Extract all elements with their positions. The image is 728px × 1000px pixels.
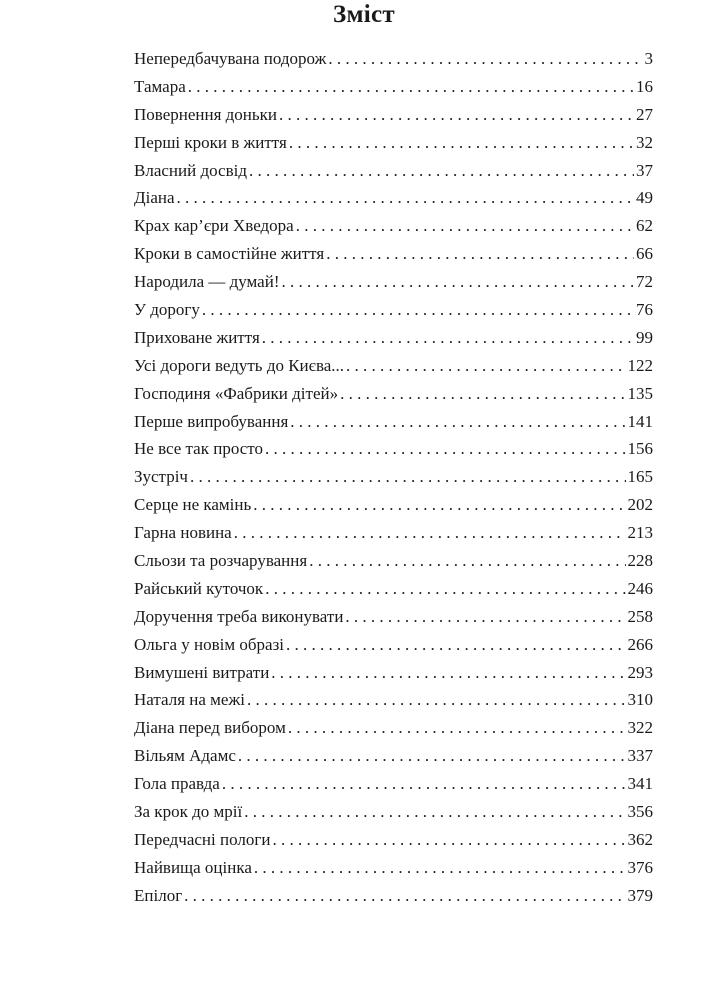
toc-entry (134, 184, 653, 212)
toc-entry-title: За крок до мрії (134, 802, 243, 822)
toc-dot-leader (272, 826, 625, 854)
toc-entry-title: Серце не камінь (134, 495, 252, 515)
toc-dot-leader (238, 742, 626, 770)
toc-entry (134, 826, 653, 854)
toc-dot-leader (290, 408, 625, 436)
toc-entry (134, 268, 653, 296)
toc-dot-leader (202, 296, 634, 324)
toc-dot-leader (309, 547, 625, 575)
toc-entry (134, 129, 653, 157)
toc-dot-leader (265, 575, 625, 603)
toc-entry-title: Доручення треба виконувати (134, 606, 344, 626)
toc-dot-leader (188, 73, 634, 101)
toc-dot-leader (262, 324, 634, 352)
toc-entry-title: Наталя на межі (134, 690, 245, 710)
toc-entry-title: Ольга у новім образі (134, 634, 285, 654)
toc-dot-leader (247, 686, 626, 714)
toc-dot-leader (286, 631, 625, 659)
toc-dot-leader (222, 770, 626, 798)
toc-entry-page-number: 228 (627, 551, 653, 571)
toc-entry-title: Сльози та розчарування (134, 551, 308, 571)
toc-dot-leader (281, 268, 634, 296)
toc-entry-title: У дорогу (134, 300, 200, 320)
toc-entry (134, 686, 653, 714)
toc-dot-leader (254, 854, 626, 882)
toc-entry-page-number: 266 (627, 634, 653, 654)
toc-dot-leader (177, 184, 634, 212)
toc-dot-leader (288, 714, 626, 742)
toc-entry-title: Кроки в самостійне життя (134, 244, 325, 264)
toc-dot-leader (253, 491, 625, 519)
toc-entry (134, 157, 653, 185)
toc-entry-title: Не все так просто (134, 439, 264, 459)
toc-entry-page-number: 141 (627, 411, 653, 431)
toc-entry-title: Райський куточок (134, 578, 264, 598)
toc-entry (134, 770, 653, 798)
toc-dot-leader (345, 603, 625, 631)
toc-entry (134, 631, 653, 659)
toc-entry-title: Передчасні пологи (134, 829, 271, 849)
toc-entry-page-number: 135 (627, 383, 653, 403)
toc-entry (134, 463, 653, 491)
toc-entry (134, 882, 653, 910)
toc-dot-leader (249, 157, 634, 185)
toc-entry-title: Гола правда (134, 774, 220, 794)
toc-entry-title: Діана (134, 188, 175, 208)
toc-entry-title: Народила — думай! (134, 272, 280, 292)
toc-entry (134, 435, 653, 463)
toc-title: Зміст (332, 1, 396, 28)
toc-entry (134, 659, 653, 687)
toc-entry-page-number: 310 (627, 690, 653, 710)
toc-entry (134, 575, 653, 603)
toc-dot-leader (326, 240, 634, 268)
toc-entry-page-number: 362 (627, 829, 653, 849)
toc-entry-page-number: 337 (627, 746, 653, 766)
toc-entry (134, 714, 653, 742)
toc-entry (134, 491, 653, 519)
toc-entry (134, 352, 653, 380)
toc-entry-page-number: 49 (636, 188, 653, 208)
toc-entry-title: Гарна новина (134, 523, 232, 543)
toc-entry-page-number: 122 (627, 355, 653, 375)
toc-entry-page-number: 66 (636, 244, 653, 264)
toc-entry-title: Господиня «Фабрики дітей» (134, 383, 339, 403)
toc-entry-page-number: 32 (636, 132, 653, 152)
toc-entry (134, 854, 653, 882)
toc-entry (134, 408, 653, 436)
toc-entry-title: Вільям Адамс (134, 746, 236, 766)
toc-entry-title: Власний досвід (134, 160, 247, 180)
toc-entry-page-number: 202 (627, 495, 653, 515)
toc-dot-leader (265, 435, 625, 463)
toc-entry-page-number: 156 (627, 439, 653, 459)
toc-dot-leader (289, 129, 634, 157)
toc-entry-page-number: 379 (627, 885, 653, 905)
toc-entry (134, 798, 653, 826)
toc-dot-leader (184, 882, 625, 910)
toc-entry-page-number: 72 (636, 272, 653, 292)
toc-entry (134, 45, 653, 73)
toc-entry-page-number: 16 (636, 76, 653, 96)
toc-dot-leader (190, 463, 626, 491)
toc-dot-leader (296, 212, 634, 240)
toc-entry-page-number: 258 (627, 606, 653, 626)
toc-entry (134, 240, 653, 268)
toc-entry (134, 547, 653, 575)
toc-entry (134, 212, 653, 240)
toc-dot-leader (244, 798, 625, 826)
toc-entry-page-number: 356 (627, 802, 653, 822)
toc-dot-leader (346, 352, 625, 380)
toc-entry (134, 380, 653, 408)
toc-entry (134, 324, 653, 352)
toc-entry (134, 603, 653, 631)
toc-entry-title: Епілог (134, 885, 183, 905)
toc-entry-title: Зустріч (134, 467, 188, 487)
toc-entry-title: Вимушені витрати (134, 662, 270, 682)
toc-entry (134, 519, 653, 547)
toc-entry-page-number: 62 (636, 216, 653, 236)
toc-entry-title: Діана перед вибором (134, 718, 286, 738)
toc-entry (134, 742, 653, 770)
toc-entry-page-number: 213 (627, 523, 653, 543)
toc-entry-page-number: 76 (636, 300, 653, 320)
toc-entry-page-number: 165 (627, 467, 653, 487)
toc-entry-title: Непередбачувана подорож (134, 49, 327, 68)
toc-entry (134, 101, 653, 129)
toc-entry-title: Найвища оцінка (134, 857, 252, 877)
toc-entry-title: Повернення доньки (134, 104, 278, 124)
toc-entry-page-number: 99 (636, 327, 653, 347)
toc-entry-title: Перші кроки в життя (134, 132, 287, 152)
toc-entry-page-number: 27 (636, 104, 653, 124)
toc-dot-leader (340, 380, 625, 408)
toc-entry-page-number: 3 (644, 49, 653, 68)
toc-entry-title: Усі дороги ведуть до Києва... (134, 355, 345, 375)
toc-dot-leader (234, 519, 626, 547)
toc-entry (134, 73, 653, 101)
toc-entry-page-number: 341 (627, 774, 653, 794)
toc-dot-leader (328, 45, 642, 73)
toc-dot-leader (279, 101, 634, 129)
toc-entry-page-number: 246 (627, 578, 653, 598)
toc-entry-title: Крах кар’єри Хведора (134, 216, 294, 236)
toc-entry-title: Перше випробування (134, 411, 289, 431)
toc-entry-page-number: 293 (627, 662, 653, 682)
toc-entry (134, 296, 653, 324)
toc-entry-page-number: 376 (627, 857, 653, 877)
toc-entry-title: Тамара (134, 76, 186, 96)
toc-entry-page-number: 37 (636, 160, 653, 180)
toc-entry-title: Приховане життя (134, 327, 260, 347)
table-of-contents (134, 45, 653, 910)
toc-dot-leader (271, 659, 625, 687)
toc-entry-page-number: 322 (627, 718, 653, 738)
